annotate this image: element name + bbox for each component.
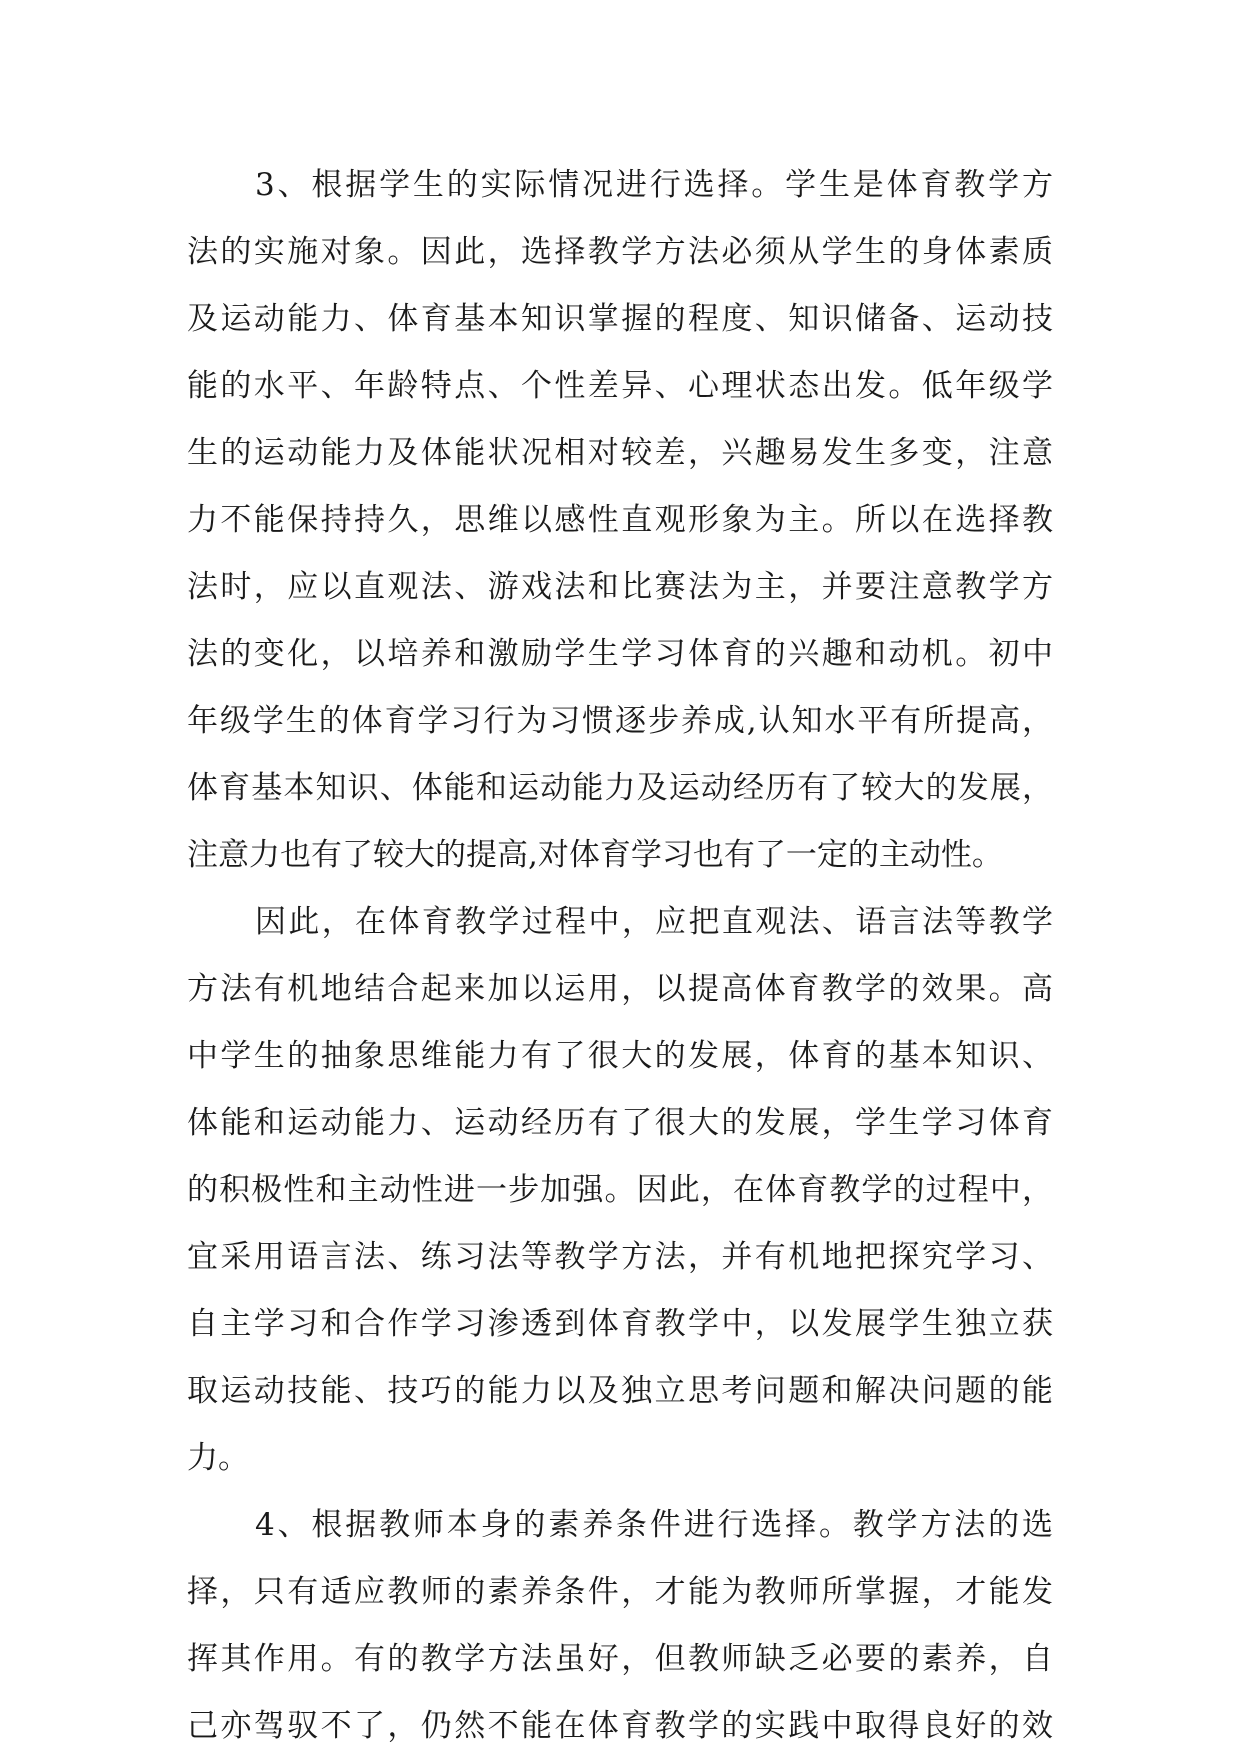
paragraph-1-line-9: 年级学生的体育学习行为习惯逐步养成,认知水平有所提高， — [187, 703, 1053, 739]
paragraph-2-line-2: 方法有机地结合起来加以运用，以提高体育教学的效果。高 — [187, 971, 1053, 1007]
paragraph-1-line-3: 及运动能力、体育基本知识掌握的程度、知识储备、运动技 — [187, 301, 1053, 337]
paragraph-2-line-4: 体能和运动能力、运动经历有了很大的发展，学生学习体育 — [187, 1105, 1053, 1141]
paragraph-2-line-5: 的积极性和主动性进一步加强。因此，在体育教学的过程中， — [187, 1172, 1053, 1208]
paragraph-1-line-4: 能的水平、年龄特点、个性差异、心理状态出发。低年级学 — [187, 368, 1053, 404]
paragraph-2-line-9: 力。 — [187, 1440, 249, 1476]
paragraph-2-line-3: 中学生的抽象思维能力有了很大的发展，体育的基本知识、 — [187, 1038, 1053, 1074]
paragraph-2-line-1: 因此，在体育教学过程中，应把直观法、语言法等教学 — [255, 904, 1053, 940]
paragraph-2-line-6: 宜采用语言法、练习法等教学方法，并有机地把探究学习、 — [187, 1239, 1053, 1275]
paragraph-2-line-8: 取运动技能、技巧的能力以及独立思考问题和解决问题的能 — [187, 1373, 1053, 1409]
body-text — [187, 152, 1053, 1760]
paragraph-1-line-8: 法的变化，以培养和激励学生学习体育的兴趣和动机。初中 — [187, 636, 1053, 672]
paragraph-1-line-7: 法时，应以直观法、游戏法和比赛法为主，并要注意教学方 — [187, 569, 1053, 605]
paragraph-3-line-4: 己亦驾驭不了，仍然不能在体育教学的实践中取得良好的效 — [187, 1708, 1053, 1744]
paragraph-1-line-5: 生的运动能力及体能状况相对较差，兴趣易发生多变，注意 — [187, 435, 1053, 471]
paragraph-1-line-11: 注意力也有了较大的提高,对体育学习也有了一定的主动性。 — [187, 837, 1003, 873]
paragraph-1-line-10: 体育基本知识、体能和运动能力及运动经历有了较大的发展， — [187, 770, 1053, 806]
paragraph-3-line-1: 4、根据教师本身的素养条件进行选择。教学方法的选 — [255, 1507, 1053, 1543]
paragraph-3-line-3: 挥其作用。有的教学方法虽好，但教师缺乏必要的素养，自 — [187, 1641, 1053, 1677]
paragraph-3-line-2: 择，只有适应教师的素养条件，才能为教师所掌握，才能发 — [187, 1574, 1053, 1610]
paragraph-1-line-2: 法的实施对象。因此，选择教学方法必须从学生的身体素质 — [187, 234, 1053, 270]
paragraph-2-line-7: 自主学习和合作学习渗透到体育教学中，以发展学生独立获 — [187, 1306, 1053, 1342]
paragraph-1-line-6: 力不能保持持久，思维以感性直观形象为主。所以在选择教 — [187, 502, 1053, 538]
paragraph-1-line-1: 3、根据学生的实际情况进行选择。学生是体育教学方 — [255, 167, 1053, 203]
